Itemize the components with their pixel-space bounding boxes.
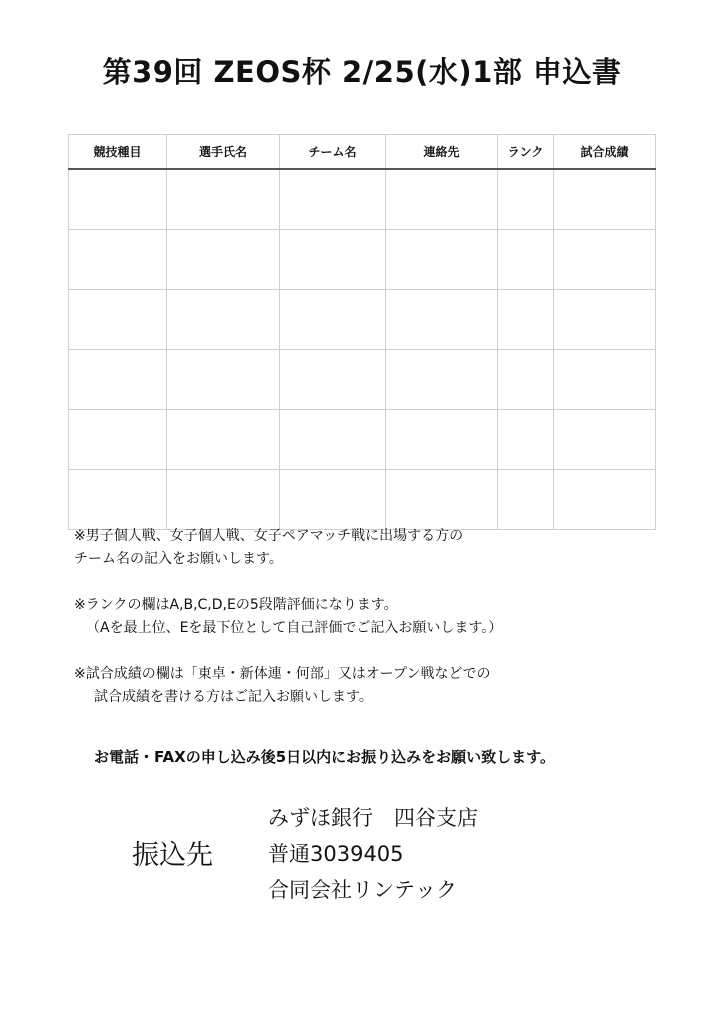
table-row [69,169,656,230]
table-cell [69,290,167,350]
table-cell [69,410,167,470]
table-cell [280,230,386,290]
note-results-line1: ※試合成績の欄は「東卓・新体連・何部」又はオープン戦などでの [74,666,491,682]
table-cell [280,350,386,410]
table-cell [280,410,386,470]
note-results-line2: 試合成績を書ける方はご記入お願いします。 [94,689,373,705]
table-cell [69,169,167,230]
table-row [69,230,656,290]
note-team-name-line2: チーム名の記入をお願いします。 [74,551,283,567]
note-team-name-line1: ※男子個人戦、女子個人戦、女子ペアマッチ戦に出場する方の [74,528,464,544]
table-cell [498,230,554,290]
header-player-name: 選手氏名 [167,135,280,170]
table-cell [554,169,656,230]
table-cell [554,470,656,530]
table-cell [386,410,498,470]
table-cell [69,470,167,530]
table-row [69,290,656,350]
table-cell [386,470,498,530]
note-rank-line1: ※ランクの欄はA,B,C,D,Eの5段階評価になります。 [74,597,398,613]
table-cell [498,169,554,230]
table-cell [498,350,554,410]
table-cell [386,290,498,350]
payment-notice: お電話・FAXの申し込み後5日以内にお振り込みをお願い致します。 [94,748,555,766]
table-cell [386,169,498,230]
table-row [69,470,656,530]
table-row [69,350,656,410]
transfer-bank: みずほ銀行 四谷支店 [268,806,478,830]
header-match-results: 試合成績 [554,135,656,170]
table-cell [167,470,280,530]
table-cell [498,470,554,530]
notes [74,525,502,709]
table-row [69,410,656,470]
entry-form-table [68,134,656,530]
table-cell [386,230,498,290]
table-cell [69,350,167,410]
table-cell [167,230,280,290]
transfer-label: 振込先 [132,840,213,871]
header-rank: ランク [498,135,554,170]
table-cell [554,410,656,470]
header-contact: 連絡先 [386,135,498,170]
table-cell [498,410,554,470]
table-cell [280,169,386,230]
table-cell [554,230,656,290]
page-title: 第39回 ZEOS杯 2/25(水)1部 申込書 [102,55,622,89]
table-cell [167,290,280,350]
table-cell [498,290,554,350]
header-event: 競技種目 [69,135,167,170]
table-cell [280,290,386,350]
table-cell [69,230,167,290]
table-cell [554,350,656,410]
transfer-account: 普通3039405 [268,842,404,866]
table-cell [167,350,280,410]
table-cell [554,290,656,350]
table-cell [167,410,280,470]
header-team-name: チーム名 [280,135,386,170]
note-rank-line2: （Aを最上位、Eを最下位として自己評価でご記入お願いします。） [86,620,503,636]
table-cell [167,169,280,230]
transfer-holder: 合同会社リンテック [268,878,457,902]
transfer-info [268,800,478,908]
table-header-row [69,135,656,170]
table-cell [280,470,386,530]
table-cell [386,350,498,410]
